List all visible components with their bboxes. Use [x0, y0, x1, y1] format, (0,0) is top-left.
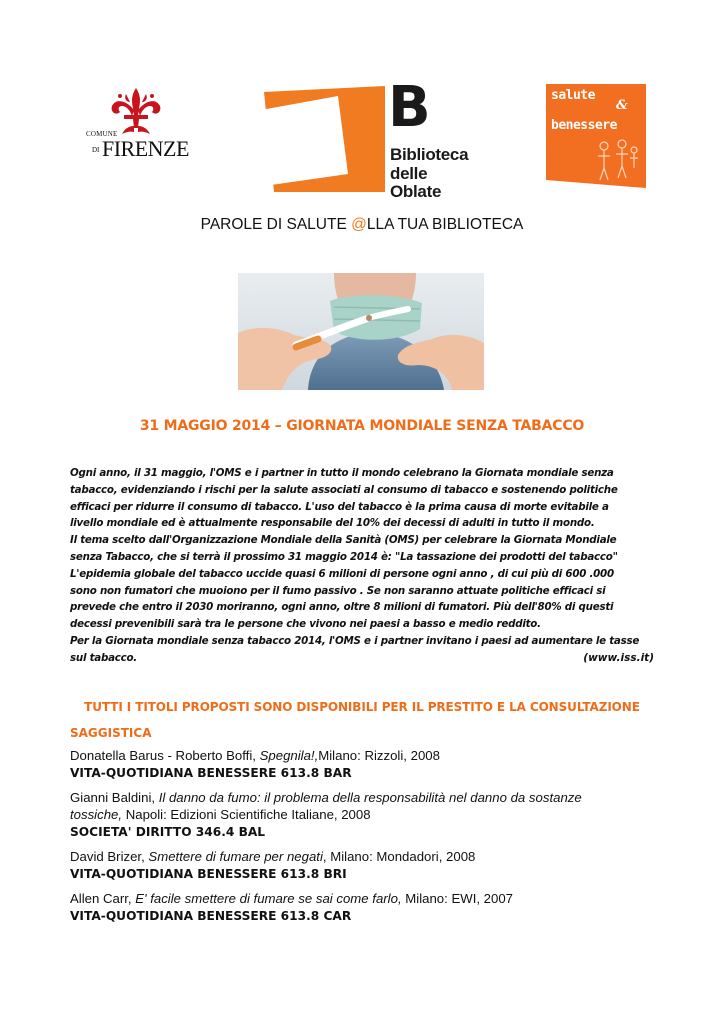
di-label: DI: [92, 146, 100, 154]
section-heading: SAGGISTICA: [70, 726, 152, 740]
book-publisher: Napoli: Edizioni Scientifiche Italiane, 2008: [122, 807, 371, 822]
firenze-label: FIRENZE: [102, 136, 189, 161]
book-entry: [70, 747, 670, 782]
benessere-word: benessere: [551, 118, 617, 133]
broken-cigarette-photo: [238, 273, 484, 390]
intro-line: Ogni anno, il 31 maggio, l'OMS e i partner in tutto il mondo celebrano la Giornata mondiale senza: [70, 467, 614, 479]
intro-line: sul tabacco.: [70, 651, 137, 664]
florence-lily-icon: [108, 86, 164, 136]
book-list: [70, 747, 670, 932]
book-entry: [70, 848, 670, 883]
book-shelfmark: SOCIETA' DIRITTO 346.4 BAL: [70, 825, 266, 839]
book-shelfmark: VITA-QUOTIDIANA BENESSERE 613.8 BRI: [70, 867, 347, 881]
book-citation: [70, 747, 670, 764]
book-entry: [70, 789, 670, 841]
availability-notice: TUTTI I TITOLI PROPOSTI SONO DISPONIBILI PER IL PRESTITO E LA CONSULTAZIONE: [84, 700, 640, 714]
book-entry: [70, 890, 670, 925]
book-authors: Donatella Barus - Roberto Boffi,: [70, 748, 260, 763]
book-authors: Gianni Baldini,: [70, 790, 159, 805]
page-title: [0, 216, 724, 234]
hands-breaking-cigarette-icon: [238, 273, 484, 390]
title-before: PAROLE DI SALUTE: [200, 216, 352, 233]
comune-firenze-logo: [86, 86, 189, 164]
book-citation: [70, 789, 670, 806]
book-shelfmark: VITA-QUOTIDIANA BENESSERE 613.8 BAR: [70, 766, 352, 780]
book-authors: Allen Carr,: [70, 891, 136, 906]
book-title-cont: tossiche,: [70, 807, 123, 822]
book-authors: David Brizer,: [70, 849, 149, 864]
intro-line: livello mondiale ed è attualmente responsabile del 10% dei decessi di adulti in tutto il mondo.: [70, 517, 595, 530]
intro-line: Per la Giornata mondiale senza tabacco 2014, l'OMS e i partner invitano i paesi ad aumentare le tasse: [70, 634, 640, 647]
intro-line: sono non fumatori che muoiono per il fumo passivo . Se non saranno attuate politiche efficaci si: [70, 584, 606, 597]
comune-label: COMUNE: [86, 130, 118, 138]
intro-paragraph: [70, 465, 660, 667]
book-publisher: Milano: EWI, 2007: [401, 891, 514, 906]
title-after: LLA TUA BIBLIOTECA: [366, 216, 524, 233]
oblate-name-line2: delle Oblate: [390, 164, 442, 201]
book-pages-icon: [250, 82, 385, 192]
ampersand-mark: &: [616, 98, 628, 113]
salute-benessere-logo: [546, 84, 646, 188]
event-title: 31 MAGGIO 2014 – GIORNATA MONDIALE SENZA TABACCO: [139, 418, 585, 434]
intro-line: Il tema scelto dall'Organizzazione Mondiale della Sanità (OMS) per celebrare la Giornata Mondiale: [70, 534, 617, 547]
salute-word: salute: [551, 88, 595, 103]
book-citation: [70, 848, 670, 865]
title-at-sign: @: [351, 216, 367, 233]
book-title: E' facile smettere di fumare se sai come farlo,: [135, 891, 402, 906]
intro-line: efficaci per ridurre il consumo di tabacco. L'uso del tabacco è la prima causa di morte evitabile a: [70, 500, 609, 513]
oblate-b-letter: B: [388, 75, 431, 140]
book-citation: [70, 890, 670, 907]
source-link[interactable]: (www.iss.it): [583, 652, 654, 664]
book-shelfmark: VITA-QUOTIDIANA BENESSERE 613.8 CAR: [70, 909, 352, 923]
intro-line: senza Tabacco, che si terrà il prossimo 31 maggio 2014 è: "La tassazione dei prodotti del tabacco": [70, 550, 618, 563]
book-publisher: Milano: Rizzoli, 2008: [318, 748, 440, 763]
intro-line: prevede che entro il 2030 moriranno, ogni anno, oltre 8 milioni di fumatori. Più dell'80% di questi: [70, 601, 614, 614]
intro-line: L'epidemia globale del tabacco uccide quasi 6 milioni di persone ogni anno , di cui più di 600 .000: [70, 567, 614, 580]
intro-line: tabacco, evidenziando i rischi per la salute associati al consumo di tabacco e sostenendo politiche: [70, 483, 618, 496]
book-title: Il danno da fumo: il problema della responsabilità nel danno da sostanze: [158, 790, 582, 805]
biblioteca-oblate-logo: [250, 75, 480, 201]
book-title: Spegnila!,: [259, 748, 319, 763]
oblate-name-line1: Biblioteca: [390, 145, 469, 164]
intro-line: decessi prevenibili sarà tra le persone che vivono nei paesi a basso e medio reddito.: [70, 618, 541, 631]
book-publisher: , Milano: Mondadori, 2008: [322, 849, 476, 864]
book-title: Smettere di fumare per negati: [148, 849, 323, 864]
book-citation-cont: [70, 806, 670, 823]
